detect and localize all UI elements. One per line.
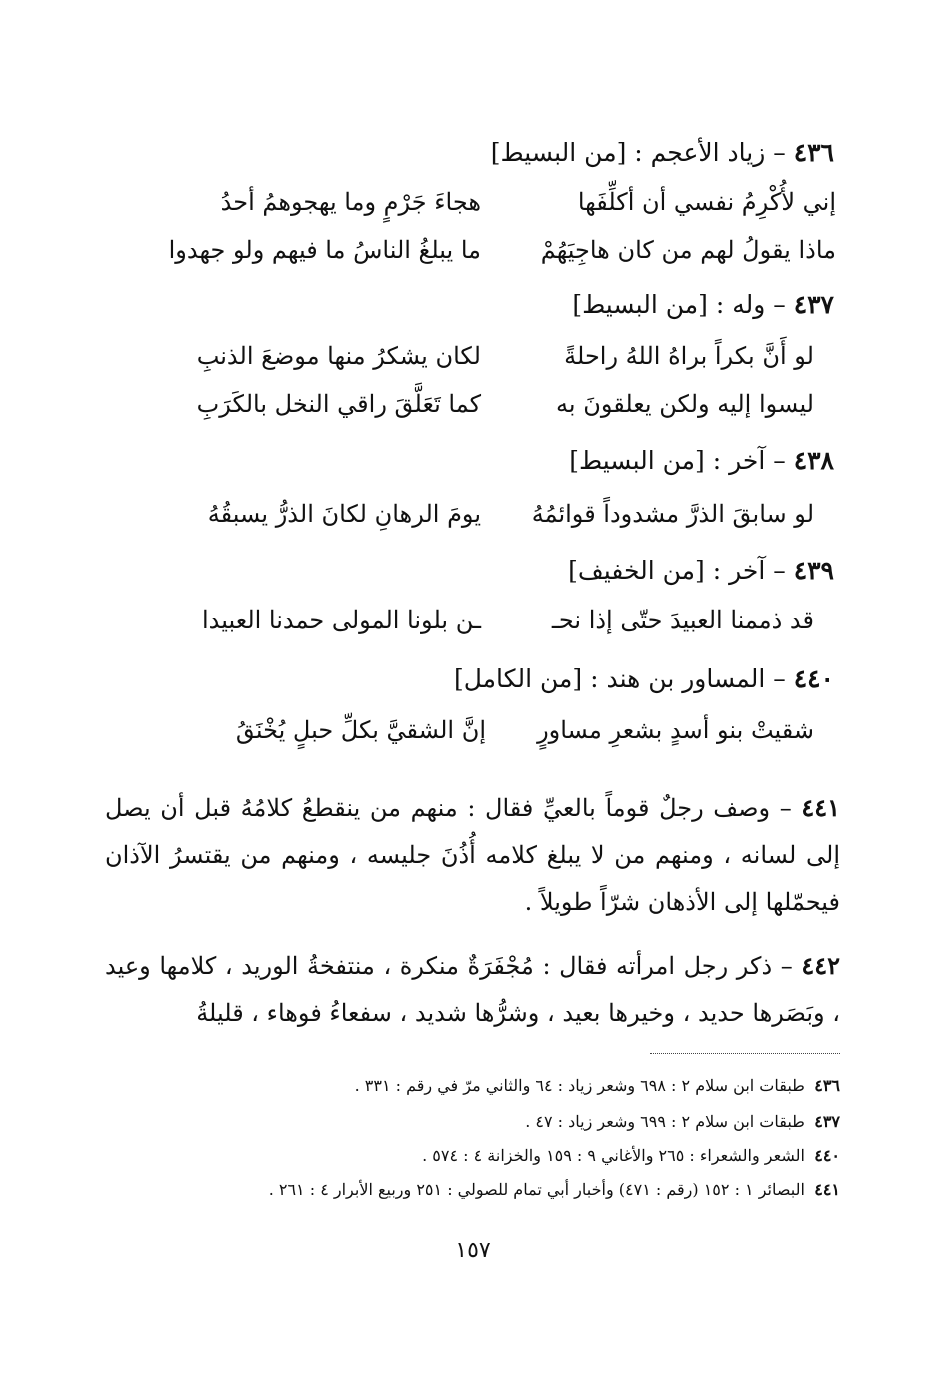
entry-number: ٤٣٩: [793, 556, 834, 585]
verse-first-hemistich: قد ذممنا العبيدَ حتّى إذا نحـ: [551, 606, 814, 634]
paragraph-text: – وصف رجلٌ قوماً بالعيِّ فقال : منهم من ينقطعُ كلامُهُ قبل أن يصل إلى لسانه ، ومنهم من لا يبلغ كلامه أُذُنَ جليسه ، ومنهم من يقتسرُ الآذان فيحمّلها إلى الأذهان شرّاً طويلاً .: [105, 794, 840, 916]
entry-heading: [572, 290, 834, 319]
paragraph-text: – ذكر رجل امرأته فقال : مُجْفَرَةٌ منكرة ، منتفخةُ الوريد ، كلامها وعيد ، وبَصَرها حديد ، وخيرها بعيد ، وشرُّها شديد ، سفعاءُ فوهاء ، قليلةُ: [105, 952, 840, 1027]
prose-paragraph: [105, 784, 840, 926]
verse-first-hemistich: لو سابقَ الذرَّ مشدوداً قوائمُهُ: [531, 500, 814, 528]
entry-number: ٤٣٦: [793, 138, 834, 167]
verse-line: [106, 606, 836, 646]
entry-number: ٤٤١: [801, 793, 840, 822]
entry-title: – وله : [من البسيط]: [572, 290, 794, 319]
entry-number: ٤٣٧: [793, 290, 834, 319]
entry-title: – زياد الأعجم : [من البسيط]: [490, 138, 794, 167]
verse-first-hemistich: ليسوا إليه ولكن يعلقونَ به: [556, 390, 814, 418]
entry-title: – المساور بن هند : [من الكامل]: [453, 664, 794, 693]
verse-second-hemistich: إنَّ الشقيَّ بكلِّ حبلٍ يُخْنَقُ: [235, 716, 486, 744]
verse-line: [106, 236, 836, 276]
entry-heading: [569, 446, 834, 475]
footnote-text: الشعر والشعراء : ٢٦٥ والأغاني ٩ : ١٥٩ والخزانة ٤ : ٥٧٤ .: [422, 1146, 805, 1165]
verse-line: [106, 716, 836, 756]
verse-second-hemistich: ما يبلغُ الناسُ ما فيهم ولو جهدوا: [168, 236, 481, 264]
entry-number: ٤٤٢: [801, 951, 840, 980]
verse-line: [106, 342, 836, 382]
verse-second-hemistich: ـن بلونا المولى حمدنا العبيدا: [201, 606, 481, 634]
verse-first-hemistich: شقيتْ بنو أسدٍ بشعرِ مساورٍ: [537, 716, 814, 744]
entry-number: ٤٣٨: [793, 446, 834, 475]
verse-second-hemistich: هجاءَ جَرْمٍ وما يهجوهمُ أحدُ: [220, 188, 481, 216]
footnote: [525, 1112, 840, 1131]
prose-paragraph: [105, 942, 840, 1037]
verse-second-hemistich: لكان يشكرُ منها موضعَ الذنبِ: [196, 342, 481, 370]
footnote-separator: [650, 1053, 840, 1054]
entry-number: ٤٤٠: [793, 664, 834, 693]
footnote: [422, 1146, 840, 1165]
footnote-text: طبقات ابن سلام ٢ : ٦٩٨ وشعر زياد : ٦٤ والثاني مرّ في رقم : ٣٣١ .: [354, 1076, 805, 1095]
footnote-number: ٤٤١: [814, 1180, 840, 1199]
footnote: [355, 1076, 840, 1095]
entry-title: – آخر : [من الخفيف]: [568, 556, 794, 585]
footnote-number: ٤٤٠: [814, 1146, 840, 1165]
verse-line: [106, 500, 836, 540]
footnote-number: ٤٣٧: [814, 1112, 840, 1131]
footnote-text: طبقات ابن سلام ٢ : ٦٩٩ وشعر زياد : ٤٧ .: [525, 1112, 805, 1131]
verse-second-hemistich: يومَ الرهانِ لكانَ الذرُّ يسبقُهُ: [207, 500, 481, 528]
verse-second-hemistich: كما تَعَلَّقَ راقي النخل بالكَرَبِ: [196, 390, 481, 418]
verse-first-hemistich: ماذا يقولُ لهم من كان هاجِيَهُمْ: [540, 236, 836, 264]
footnote-number: ٤٣٦: [814, 1076, 840, 1095]
verse-first-hemistich: إني لأُكْرِمُ نفسي أن أكلِّفَها: [577, 188, 836, 216]
page-number: ١٥٧: [455, 1238, 491, 1263]
footnote: [269, 1180, 840, 1199]
entry-title: – آخر : [من البسيط]: [569, 446, 794, 475]
verse-line: [106, 390, 836, 430]
verse-first-hemistich: لو أَنَّ بكراً براهُ اللهُ راحلةً: [564, 342, 814, 370]
entry-heading: [568, 556, 834, 585]
footnote-text: البصائر ١ : ١٥٢ (رقم : ٤٧١) وأخبار أبي تمام للصولي : ٢٥١ وربيع الأبرار ٤ : ٢٦١ .: [268, 1180, 805, 1199]
verse-line: [106, 188, 836, 228]
entry-heading: [491, 138, 834, 167]
entry-heading: [454, 664, 834, 693]
